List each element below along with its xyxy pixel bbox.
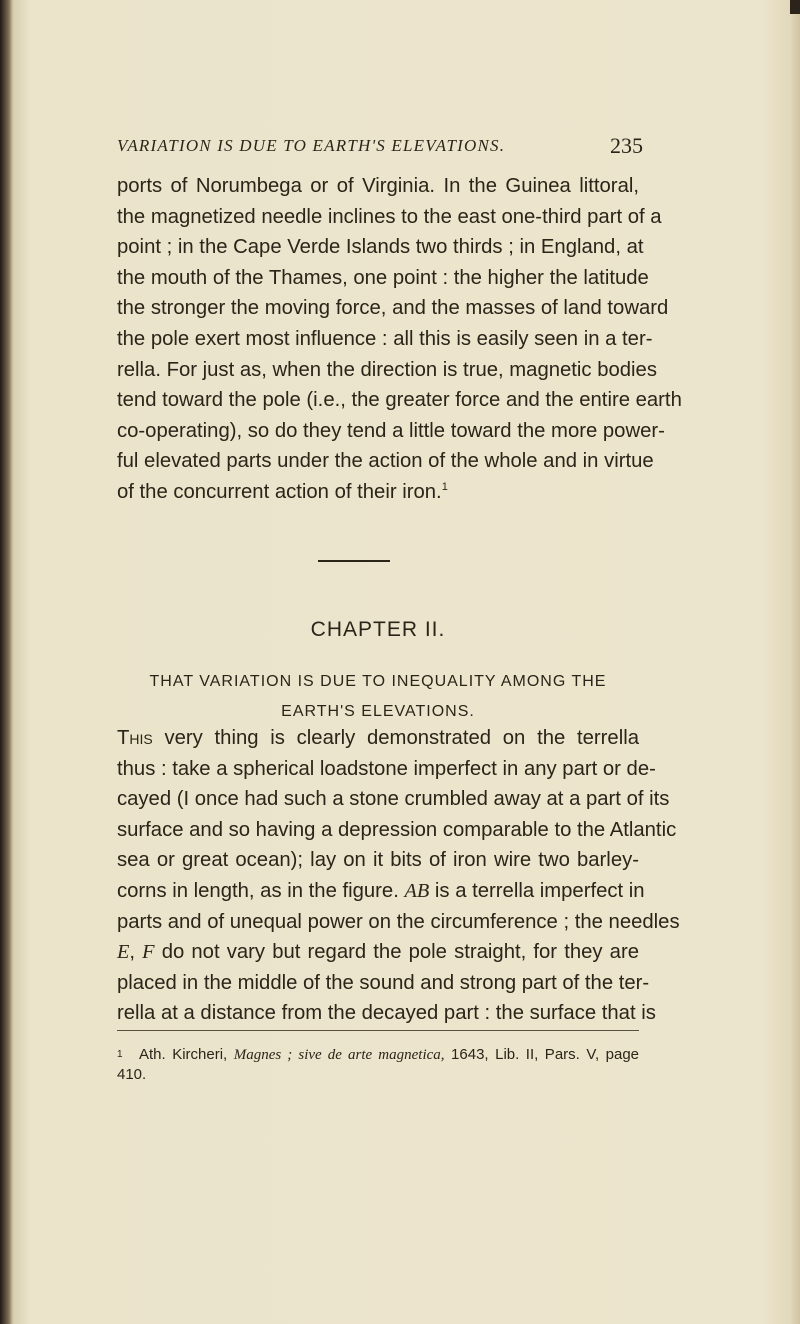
corner-mark xyxy=(790,0,800,14)
text-line: thus : take a spherical loadstone imperfect in any part or de- xyxy=(117,757,656,780)
text-line-content: do not vary but regard the pole straight, for they are xyxy=(154,941,639,964)
text-line: ports of Norumbega or of Virginia. In the Guinea littoral, xyxy=(117,175,639,197)
text-line-content: very thing is clearly demonstrated on the terrella xyxy=(152,727,639,749)
text-line: the magnetized needle inclines to the east one-third part of a xyxy=(117,205,662,228)
text-line: surface and so having a depression comparable to the Atlantic xyxy=(117,818,677,841)
figure-label-e: E xyxy=(117,941,130,964)
label-separator: , xyxy=(129,941,143,964)
text-line: rella. For just as, when the direction is true, magnetic bodies xyxy=(117,358,657,381)
figure-label-ab: AB xyxy=(404,879,430,902)
footnote-work-title: Magnes ; sive de arte magnetica, xyxy=(233,1047,445,1063)
paragraph-2 xyxy=(117,723,680,1029)
text-line: rella at a distance from the decayed part : the surface that is xyxy=(117,1002,656,1025)
footnote-reference: 1 xyxy=(441,481,448,494)
text-line xyxy=(117,876,645,907)
text-line-content: of the concurrent action of their iron. xyxy=(117,480,442,503)
text-line-content: corns in length, as in the figure. xyxy=(117,879,399,902)
text-line: placed in the middle of the sound and strong part of the ter- xyxy=(117,971,650,994)
text-line: tend toward the pole (i.e., the greater force and the entire earth xyxy=(117,389,682,412)
text-line: parts and of unequal power on the circumference ; the needles xyxy=(117,910,680,933)
running-head xyxy=(117,133,643,158)
text-line xyxy=(117,477,639,508)
text-line: ful elevated parts under the action of the whole and in virtue xyxy=(117,450,654,473)
footnote-author: Ath. Kircheri, xyxy=(139,1046,234,1063)
footnote-mark: 1 xyxy=(117,1049,123,1060)
page-number: 235 xyxy=(610,133,643,158)
text-line: the stronger the moving force, and the masses of land toward xyxy=(117,297,669,320)
chapter-subtitle-line: THAT VARIATION IS DUE TO INEQUALITY AMONG THE xyxy=(149,673,607,690)
text-line-content: is a terrella imperfect in xyxy=(429,879,645,902)
text-line: the mouth of the Thames, one point : the higher the latitude xyxy=(117,266,649,289)
text-line: point ; in the Cape Verde Islands two thirds ; in England, at xyxy=(117,236,644,259)
paragraph-1 xyxy=(117,171,682,508)
chapter-subtitle-line: EARTH'S ELEVATIONS. xyxy=(281,703,475,720)
running-head-title: VARIATION IS DUE TO EARTH'S ELEVATIONS. xyxy=(117,136,506,155)
footnote xyxy=(117,1045,639,1085)
text-line xyxy=(117,723,639,754)
footnote-divider xyxy=(117,1030,639,1031)
footnote-line xyxy=(117,1045,639,1065)
binding-shadow xyxy=(0,0,12,1324)
text-line: sea or great ocean); lay on it bits of iron wire two barley- xyxy=(117,849,639,872)
footnote-line: 410. xyxy=(117,1066,147,1083)
footnote-citation: 1643, Lib. II, Pars. V, page xyxy=(444,1046,640,1063)
text-line: cayed (I once had such a stone crumbled away at a part of its xyxy=(117,788,670,811)
chapter-subtitle xyxy=(117,667,639,727)
chapter-heading: CHAPTER II. xyxy=(310,618,446,641)
text-line: the pole exert most influence : all this is easily seen in a ter- xyxy=(117,327,653,350)
text-line: co-operating), so do they tend a little toward the more power- xyxy=(117,419,665,442)
figure-label-f: F xyxy=(142,941,155,964)
lead-word: This xyxy=(117,727,153,749)
text-line xyxy=(117,937,639,968)
section-divider xyxy=(318,560,390,562)
